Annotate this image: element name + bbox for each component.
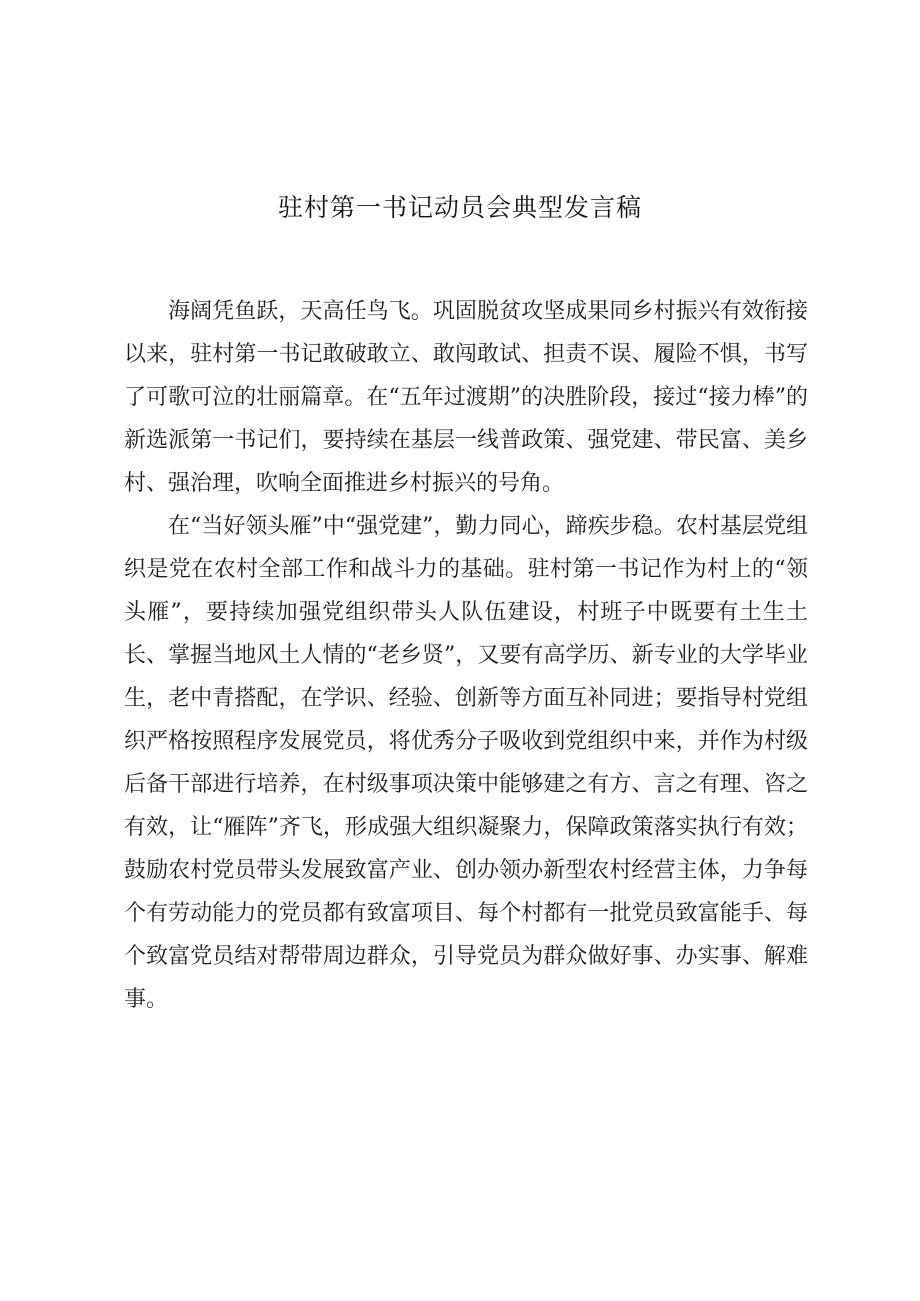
paragraph-intro: 海阔凭鱼跃，天高任鸟飞。巩固脱贫攻坚成果同乡村振兴有效衔接以来，驻村第一书记敢破敢立、敢闯敢试、担责不误、履险不惧，书写了可歌可泣的壮丽篇章。在“五年过渡期”的决胜阶段，接过“接力棒”的新选派第一书记们，要持续在基层一线普政策、强党建、带民富、美乡村、强治理，吹响全面推进乡村振兴的号角。 xyxy=(124,299,808,496)
paragraph-party-building: 在“当好领头雁”中“强党建”，勤力同心，蹄疾步稳。农村基层党组织是党在农村全部工作和战斗力的基础。驻村第一书记作为村上的“领头雁”，要持续加强党组织带头人队伍建设，村班子中既要有土生土长、掌握当地风土人情的“老乡贤”，又要有高学历、新专业的大学毕业生，老中青搭配，在学识、经验、创新等方面互补同进；要指导村党组织严格按照程序发展党员，将优秀分子吸收到党组织中来，并作为村级后备干部进行培养，在村级事项决策中能够建之有方、言之有理、咨之有效，让“雁阵”齐飞，形成强大组织凝聚力，保障政策落实执行有效；鼓励农村党员带头发展致富产业、创办领办新型农村经营主体，力争每个有劳动能力的党员都有致富项目、每个村都有一批党员致富能手、每个致富党员结对帮带周边群众，引导党员为群众做好事、办实事、解难事。 xyxy=(124,514,808,1012)
document-body xyxy=(124,290,808,1021)
document-title: 驻村第一书记动员会典型发言稿 xyxy=(277,193,642,222)
